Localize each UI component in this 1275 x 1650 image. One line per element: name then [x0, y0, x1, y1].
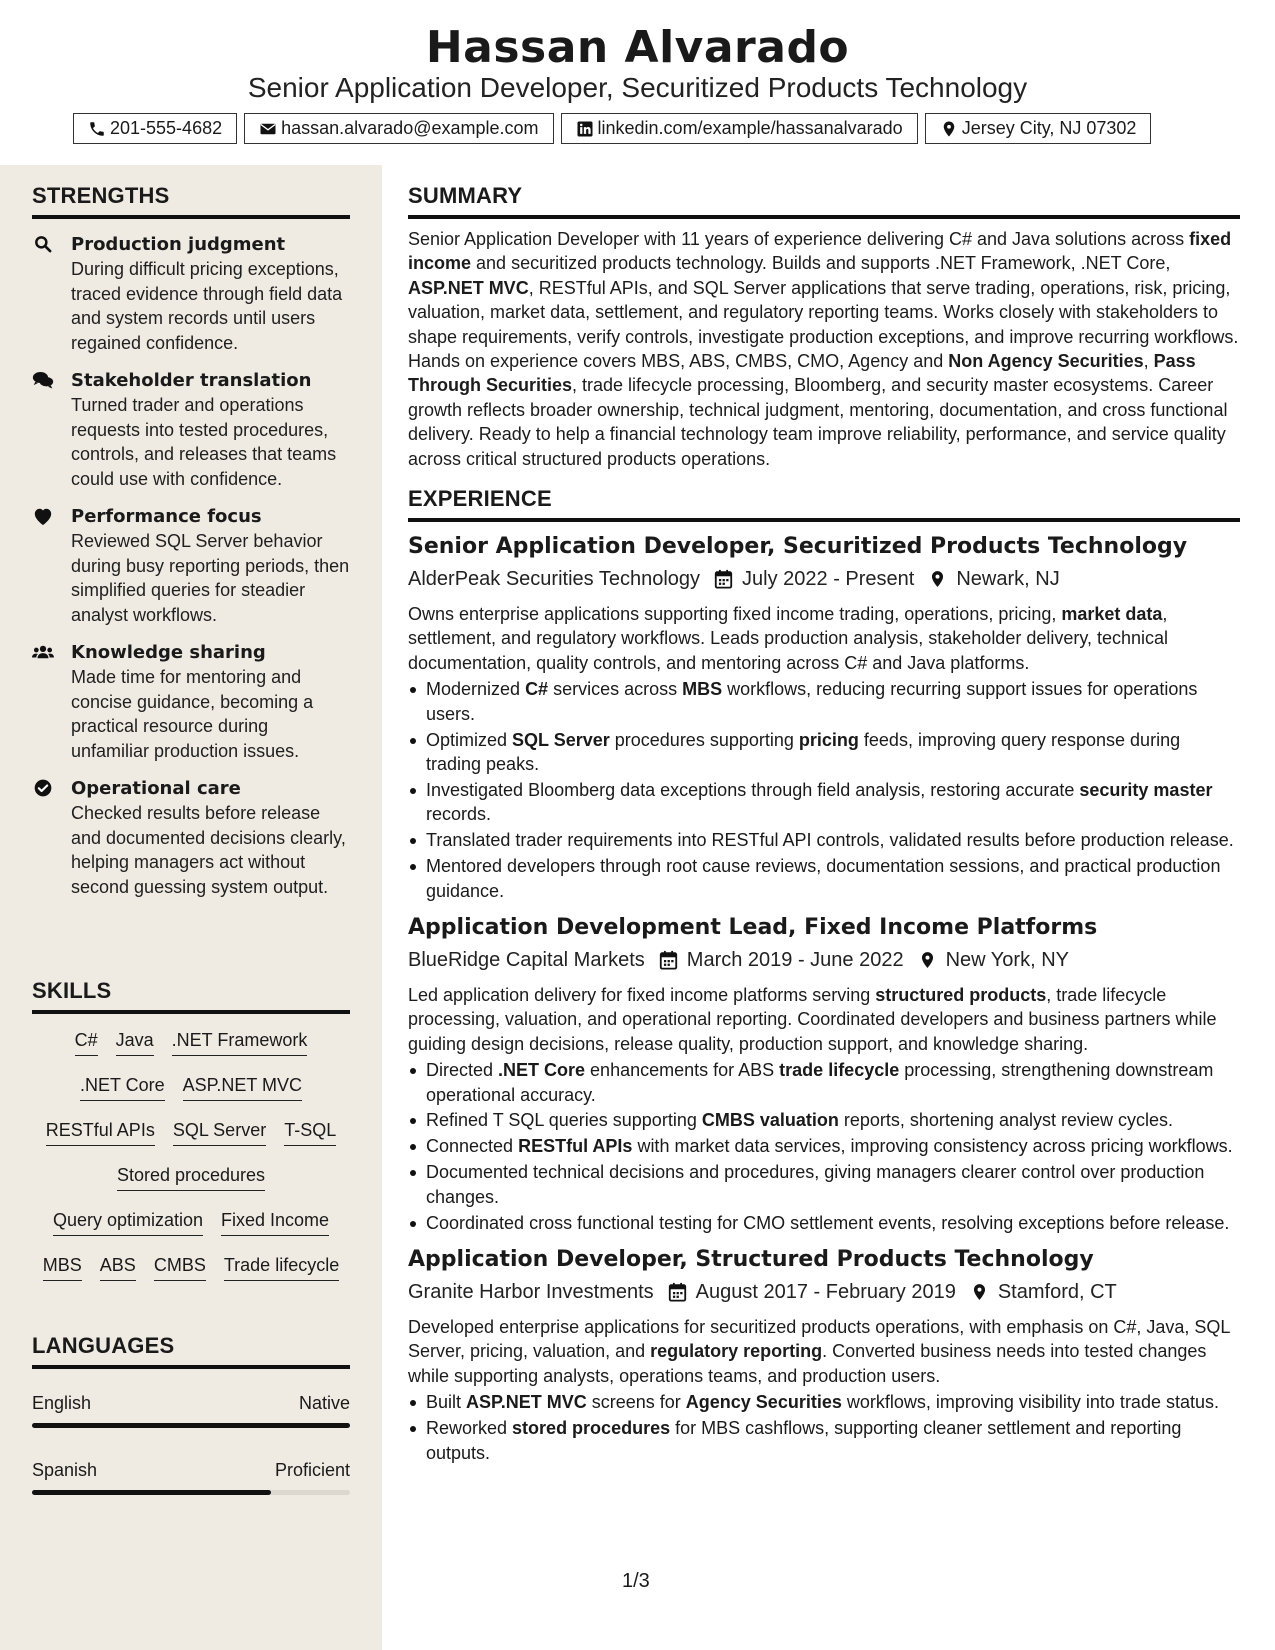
users-icon: [32, 642, 54, 662]
skill-tag: SQL Server: [173, 1118, 266, 1146]
job-dates: July 2022 - Present: [742, 568, 915, 591]
strength-item: [32, 777, 350, 899]
strength-item: [32, 641, 350, 763]
map-pin-icon: [928, 569, 947, 589]
job-bullets: [408, 1058, 1240, 1235]
skills-row: [32, 1028, 350, 1073]
envelope-icon: [259, 120, 277, 138]
job-summary: Led application delivery for fixed income platforms serving structured products, trade lifecycle processing, valuation, and operational reporting. Coordinated developers and business partners while guiding design decisions, release quality, production support, and knowledge sharing.: [408, 984, 1217, 1054]
strength-item: [32, 233, 350, 355]
contact-email[interactable]: [244, 113, 553, 144]
job-bullet: Connected RESTful APIs with market data services, improving consistency across pricing workflows.: [408, 1134, 1240, 1158]
email-text: hassan.alvarado@example.com: [281, 118, 539, 138]
strength-title: Performance focus: [71, 506, 262, 527]
strength-item: [32, 369, 350, 491]
language-name: English: [32, 1393, 92, 1413]
language-item: [32, 1391, 350, 1428]
skill-tag: Fixed Income: [221, 1208, 329, 1236]
job-bullets: [408, 1390, 1240, 1465]
language-level: Proficient: [274, 1460, 350, 1480]
language-name: Spanish: [32, 1460, 98, 1480]
job-bullet: Refined T SQL queries supporting CMBS valuation reports, shortening analyst review cycles.: [408, 1108, 1240, 1132]
skills-heading: SKILLS: [32, 978, 350, 1014]
linkedin-icon: [576, 120, 594, 138]
skill-tag: Stored procedures: [117, 1163, 265, 1191]
candidate-headline: Senior Application Developer, Securitized Products Technology: [247, 72, 1028, 103]
strength-description: Turned trader and operations requests into tested procedures, controls, and releases that teams could use with confidence.: [71, 395, 337, 489]
job-company: Granite Harbor Investments: [408, 1281, 654, 1303]
strength-description: Reviewed SQL Server behavior during busy reporting periods, then simplified queries for steadier analyst workflows.: [71, 531, 350, 625]
candidate-name: Hassan Alvarado: [425, 22, 850, 73]
job-summary: Developed enterprise applications for securitized products operations, with emphasis on C#, Java, SQL Server, pricing, valuation, and regulatory reporting. Converted business needs into tested changes while supporting analysts, operations teams, and production users.: [408, 1317, 1230, 1386]
language-proficiency-bar: [32, 1423, 350, 1428]
job-location: New York, NY: [945, 948, 1069, 971]
strength-description: Checked results before release and documented decisions clearly, helping managers act without second guessing system output.: [71, 803, 346, 897]
job-bullet: Optimized SQL Server procedures supporting pricing feeds, improving query response during trading peaks.: [408, 728, 1240, 777]
job-title: Application Development Lead, Fixed Income Platforms: [408, 914, 1098, 940]
strength-description: Made time for mentoring and concise guidance, becoming a practical resource during unfamiliar production issues.: [71, 667, 314, 761]
search-icon: [32, 234, 54, 254]
skill-tag: MBS: [43, 1253, 82, 1281]
skill-tag: .NET Framework: [172, 1028, 308, 1056]
job-bullet: Investigated Bloomberg data exceptions through field analysis, restoring accurate security master records.: [408, 778, 1240, 827]
phone-icon: [88, 120, 106, 138]
skills-row: [32, 1073, 350, 1118]
strength-title: Stakeholder translation: [71, 370, 312, 391]
skill-tag: ASP.NET MVC: [183, 1073, 302, 1101]
location-text: Jersey City, NJ 07302: [961, 118, 1137, 138]
language-level: Native: [298, 1393, 350, 1413]
heart-icon: [32, 506, 54, 526]
job-dates: August 2017 - February 2019: [695, 1281, 956, 1303]
language-item: [32, 1458, 350, 1495]
job-dates: March 2019 - June 2022: [686, 948, 904, 971]
contact-bar: [73, 113, 1151, 144]
calendar-icon: [668, 1282, 687, 1302]
skill-tag: T-SQL: [284, 1118, 336, 1146]
experience-heading: EXPERIENCE: [408, 486, 1240, 522]
skill-tag: Java: [116, 1028, 154, 1056]
skill-tag: CMBS: [154, 1253, 206, 1281]
job-bullet: Mentored developers through root cause reviews, documentation sessions, and practical production guidance.: [408, 854, 1240, 903]
calendar-icon: [714, 569, 733, 589]
strengths-heading: STRENGTHS: [32, 183, 350, 219]
job-location: Stamford, CT: [997, 1281, 1117, 1303]
job-entry: [408, 532, 1240, 903]
page-number: 1/3: [622, 1570, 650, 1592]
job-bullet: Documented technical decisions and procedures, giving managers clearer control over production changes.: [408, 1160, 1240, 1209]
main-column: [408, 165, 1240, 1466]
job-summary: Owns enterprise applications supporting fixed income trading, operations, pricing, market data, settlement, and regulatory workflows. Leads production analysis, stakeholder delivery, technical documentation, quality controls, and mentoring across C# and Java platforms.: [408, 604, 1169, 673]
job-bullet: Directed .NET Core enhancements for ABS trade lifecycle processing, strengthening downstream operational accuracy.: [408, 1058, 1240, 1107]
resume-header: [0, 0, 1275, 165]
phone-text: 201-555-4682: [110, 118, 223, 138]
job-meta: [408, 1277, 1240, 1307]
job-meta: [408, 564, 1240, 594]
contact-location[interactable]: [925, 113, 1152, 144]
map-pin-icon: [970, 1282, 989, 1302]
job-bullet: Built ASP.NET MVC screens for Agency Securities workflows, improving visibility into trade status.: [408, 1390, 1240, 1414]
job-bullet: Translated trader requirements into RESTful API controls, validated results before production release.: [408, 828, 1240, 852]
job-title: Application Developer, Structured Products Technology: [408, 1247, 1094, 1272]
skill-tag: ABS: [100, 1253, 136, 1281]
skills-list: [32, 1028, 350, 1298]
strengths-section: [32, 183, 350, 899]
job-entry: [408, 1245, 1240, 1465]
check-circle-icon: [32, 778, 54, 798]
language-proficiency-fill: [32, 1423, 350, 1428]
skill-tag: C#: [75, 1028, 98, 1056]
linkedin-text: linkedin.com/example/hassanalvarado: [597, 118, 903, 138]
contact-linkedin[interactable]: [561, 113, 918, 144]
skill-tag: Query optimization: [53, 1208, 203, 1236]
summary-heading: SUMMARY: [408, 183, 1240, 219]
skills-section: [32, 978, 350, 1298]
languages-heading: LANGUAGES: [32, 1333, 350, 1369]
job-entry: [408, 913, 1240, 1235]
job-company: BlueRidge Capital Markets: [408, 948, 645, 971]
language-proficiency-bar: [32, 1490, 350, 1495]
skill-tag: .NET Core: [80, 1073, 165, 1101]
calendar-icon: [659, 950, 678, 970]
job-bullet: Reworked stored procedures for MBS cashflows, supporting cleaner settlement and reporting outputs.: [408, 1416, 1240, 1465]
job-bullet: Modernized C# services across MBS workflows, reducing recurring support issues for operations users.: [408, 677, 1240, 726]
map-pin-icon: [940, 120, 958, 138]
job-meta: [408, 945, 1240, 975]
skills-row: [32, 1118, 350, 1163]
job-bullet: Coordinated cross functional testing for CMO settlement events, resolving exceptions before release.: [408, 1211, 1240, 1235]
strength-title: Knowledge sharing: [71, 642, 266, 663]
map-pin-icon: [918, 950, 937, 970]
strength-description: During difficult pricing exceptions, traced evidence through field data and system records until users regained confidence.: [71, 259, 343, 353]
skill-tag: Trade lifecycle: [224, 1253, 339, 1281]
contact-phone[interactable]: [73, 113, 237, 144]
skill-tag: RESTful APIs: [46, 1118, 155, 1146]
skills-row: [32, 1163, 350, 1208]
job-bullets: [408, 677, 1240, 903]
summary-text: Senior Application Developer with 11 years of experience delivering C# and Java solutions across fixed income and securitized products technology. Builds and supports .NET Framework, .NET Core, ASP.NET MVC, RESTful APIs, and SQL Server applications that serve trading, operations, risk, pricing, valuation, market data, settlement, and regulatory reporting teams. Works closely with stakeholders to shape requirements, verify controls, investigate production exceptions, and improve recurring workflows. Hands on experience covers MBS, ABS, CMBS, CMO, Agency and Non Agency Securities, Pass Through Securities, trade lifecycle processing, Bloomberg, and security master ecosystems. Career growth reflects broader ownership, technical judgment, mentoring, documentation, and cross functional delivery. Ready to help a financial technology team improve reliability, performance, and service quality across critical structured products operations.: [408, 229, 1239, 469]
comments-icon: [32, 370, 54, 390]
languages-section: [32, 1333, 350, 1495]
strength-title: Operational care: [71, 778, 241, 799]
skills-row: [32, 1208, 350, 1253]
job-location: Newark, NJ: [956, 568, 1060, 591]
skills-row: [32, 1253, 350, 1298]
strength-title: Production judgment: [71, 234, 286, 255]
language-proficiency-fill: [32, 1490, 271, 1495]
job-title: Senior Application Developer, Securitized Products Technology: [408, 534, 1188, 560]
strength-item: [32, 505, 350, 627]
summary-section: [408, 183, 1240, 471]
job-company: AlderPeak Securities Technology: [408, 568, 701, 591]
experience-section: [408, 486, 1240, 1465]
sidebar: [0, 165, 382, 1650]
job-list: [408, 532, 1240, 1465]
